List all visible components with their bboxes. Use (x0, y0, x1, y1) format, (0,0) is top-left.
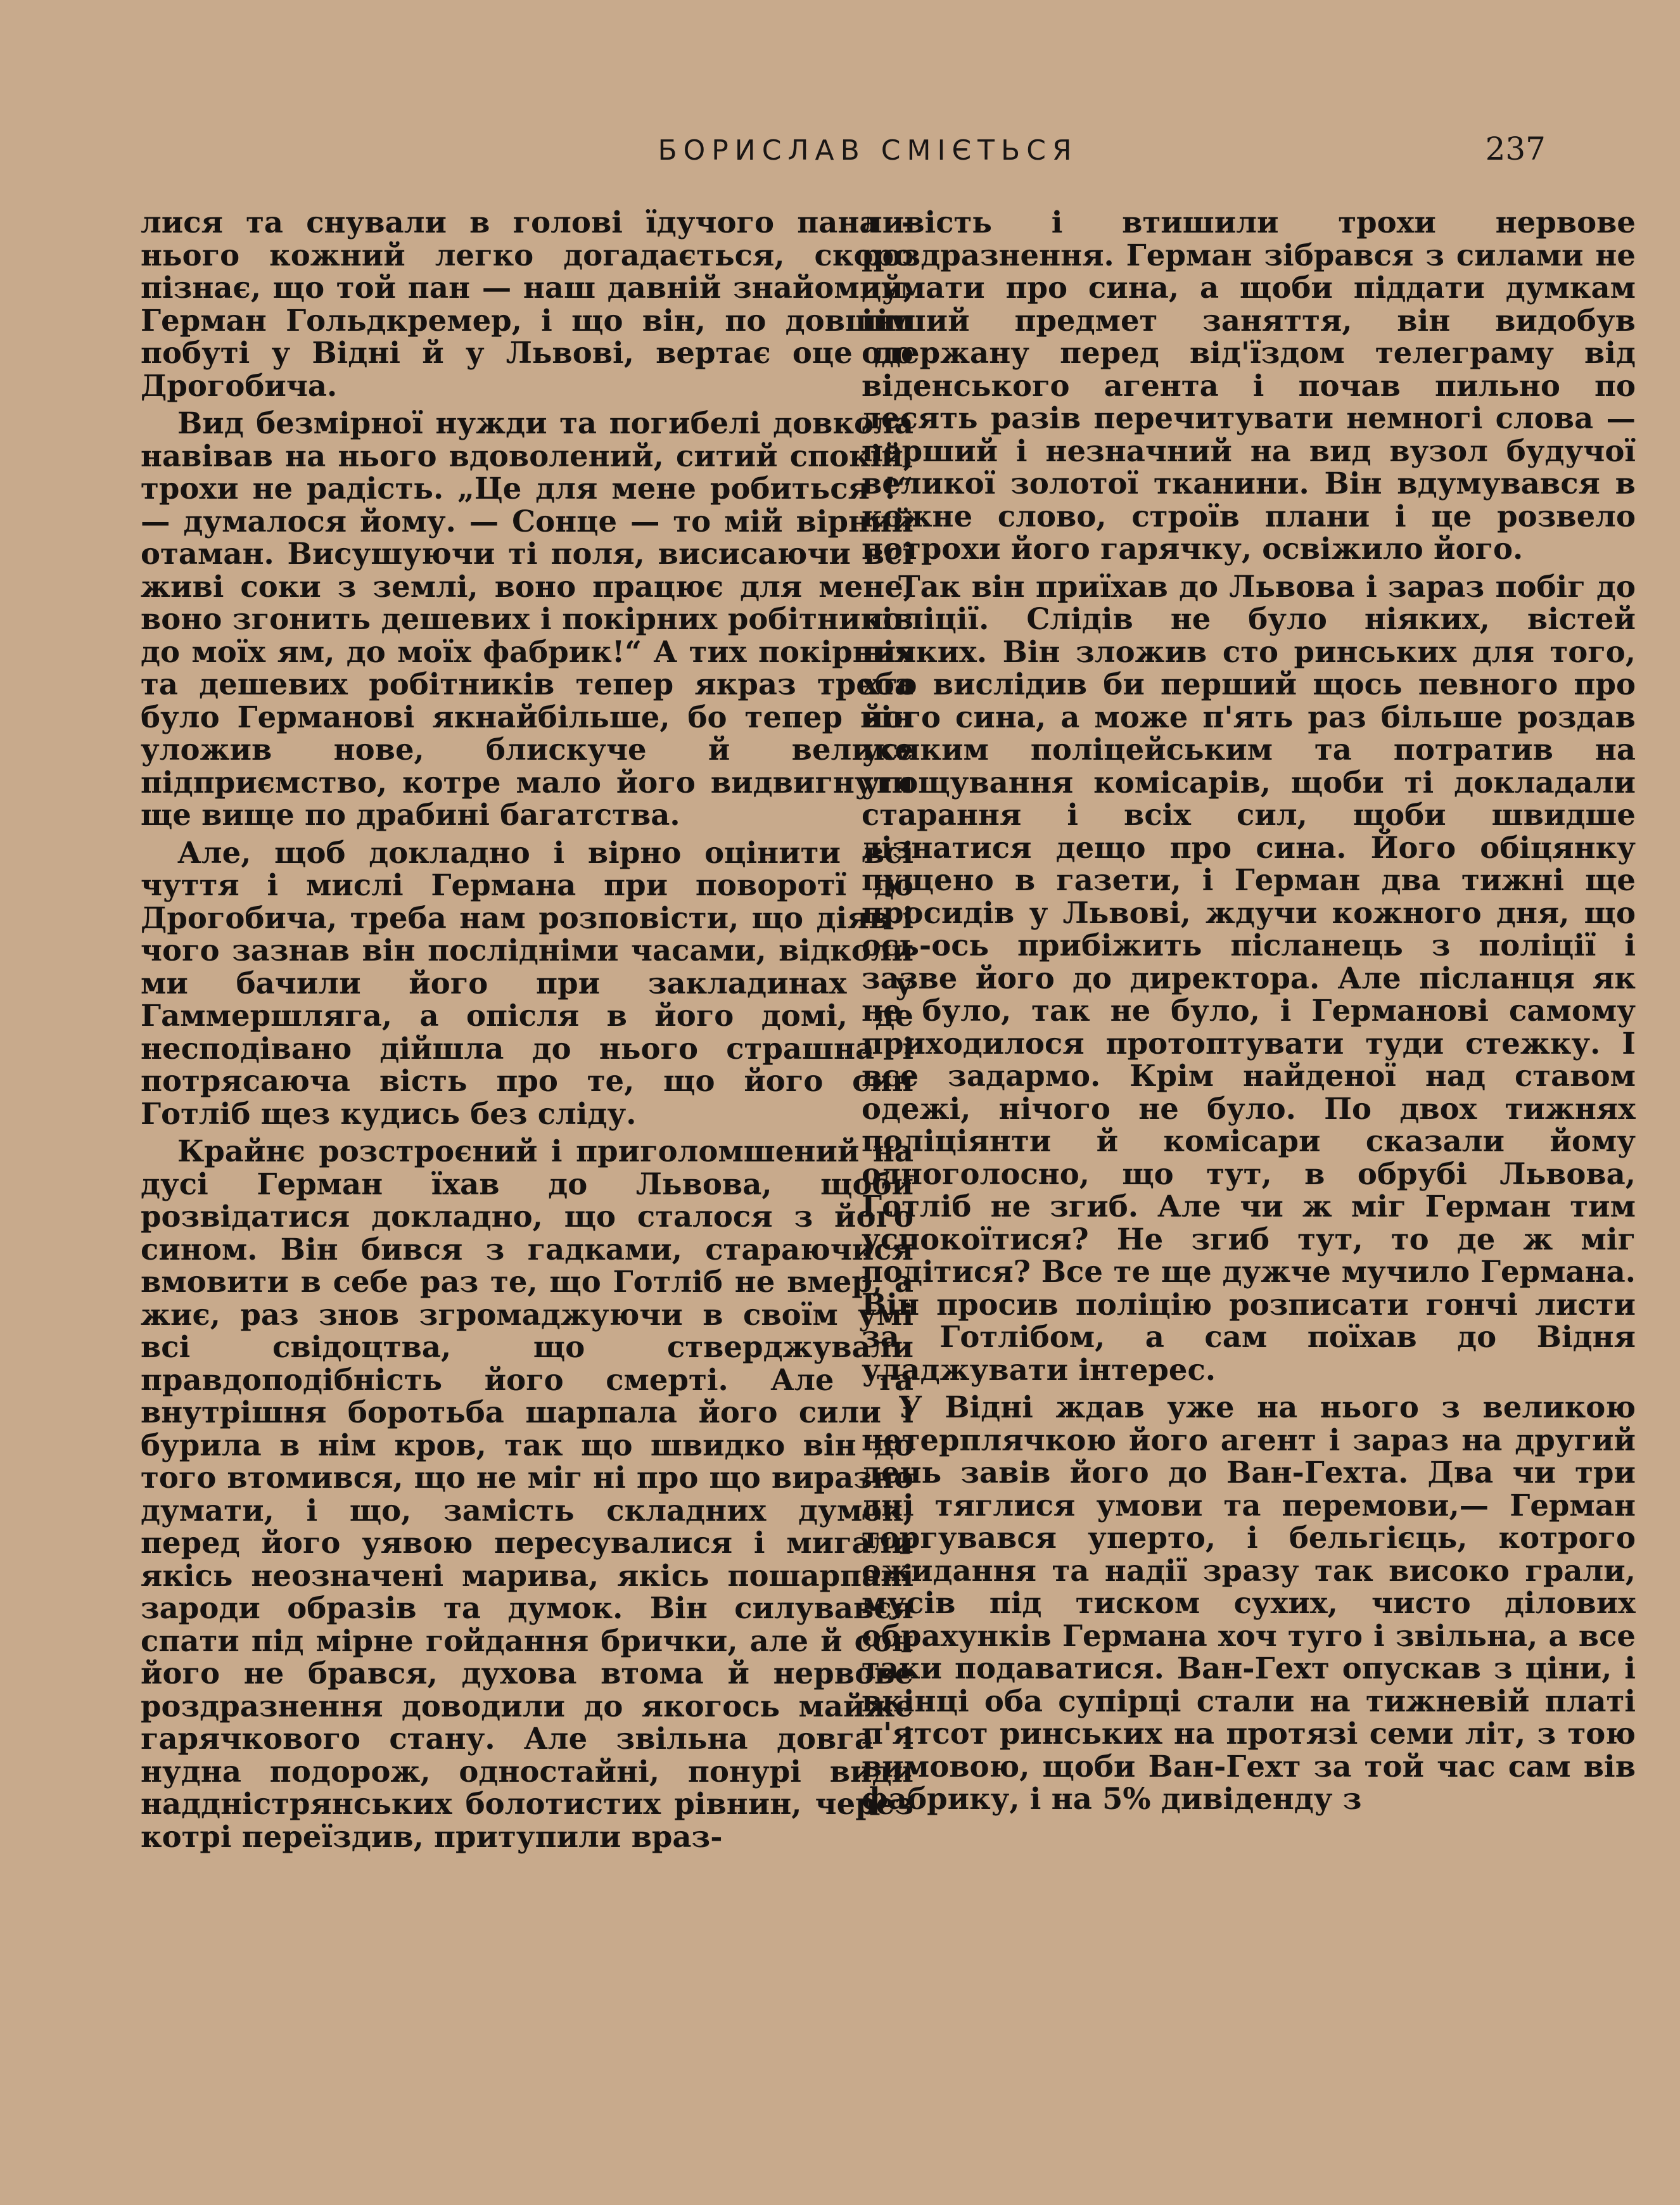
left-column (141, 206, 913, 2157)
paragraph: ливість і втишили трохи нервове роздразнення. Герман зібрався з силами не думати про сина, а щоби піддати думкам інший предмет заняття, він видобув одержану перед від'їздом телеграму від віденського агента і почав пильно по десять разів перечитувати немногі слова — перший і незначний на вид вузол будучої великої золотої тканини. Він вдумувався в кожне слово, строїв плани і це розвело потрохи його гарячку, освіжило його. (862, 206, 1636, 566)
paragraph: Крайнє розстроєний і приголомшений на дусі Герман їхав до Львова, щоби розвідатися докладно, що сталося з його сином. Він бився з гадками, стараючися вмовити в себе раз те, що Готліб не вмер, а жиє, раз знов згромаджуючи в своїм умі всі свідоцтва, що стверджували правдоподібність його смерті. Але та внутрішня боротьба шарпала його сили і бурила в нім кров, так що швидко він до того втомився, що не міг ні про що виразно думати, і що, замість складних думок, перед його уявою пересувалися і мигали якісь неозначені марива, якісь пошарпані зароди образів та думок. Він силувався спати під мірне гойдання брички, але й сон його не брався, духова втома й нервове роздразнення доводили до якогось майже гарячкового стану. Але звільна довга і нудна подорож, одностайні, понурі види наддністрянських болотистих рівнин, через котрі переїздив, притупили враз- (141, 1134, 913, 1854)
page-number: 237 (1485, 131, 1546, 167)
running-title: БОРИСЛАВ СМІЄТЬСЯ (658, 134, 1078, 167)
paragraph: Але, щоб докладно і вірно оцінити всі чуття і мислі Германа при поворотї до Дрогобича, треба нам розповісти, що діяв і чого зазнав він послідніми часами, відколи ми бачили його при закладинах у Гаммершляга, а опісля в його домі, де несподівано дійшла до нього страшна і потрясаюча вість про те, що його син Готліб щез кудись без сліду. (141, 834, 913, 1131)
paragraph: Вид безмірної нужди та погибелі довкола навівав на нього вдоволений, ситий спокій, трохи не радість. „Це для мене робиться !“ — думалося йому. — Сонце — то мій вірний отаман. Висушуючи ті поля, висисаючи всі живі соки з землі, воно працює для мене, воно згонить дешевих і покірних робітників до моїх ям, до моїх фабрик!“ А тих покірних та дешевих робітників тепер якраз треба було Германові якнайбільше, бо тепер він уложив нове, блискуче й велике підприємство, котре мало його видвигнути ще вище по драбині багатства. (141, 406, 913, 832)
right-column (862, 206, 1636, 2157)
paragraph: У Відні ждав уже на нього з великою нетерплячкою його агент і зараз на другий день завів його до Ван-Гехта. Два чи три дні тяглися умови та перемови,— Герман торгувався уперто, і бельгієць, котрого ожидання та надії зразу так високо грали, мусів під тиском сухих, чисто ділових обрахунків Германа хоч туго і звільна, а все таки подаватися. Ван-Гехт опускав з ціни, і вкінці оба супірці стали на тижневій платі п'ятсот ринських на протязі семи літ, з тою вимовою, щоби Ван-Гехт за той час сам вів фабрику, і на 5% дивіденду з (862, 1390, 1636, 1816)
paragraph: лися та снували в голові їдучого пана - нього кожний легко догадається, скоро пізнає, що той пан — наш давній знайомий, Герман Гольдкремер, і що він, по довшім побуті у Відні й у Львові, вертає оце до Дрогобича. (141, 206, 913, 403)
paragraph: Так він приїхав до Львова і зараз побіг до поліції. Слідів не було ніяких, вістей ніяких. Він зложив сто ринських для того, хто вислідив би перший щось певного про його сина, а може п'ять раз більше роздав усяким поліцейським та потратив на угощування комісарів, щоби ті докладали старання і всіх сил, щоби швидше дізнатися дещо про сина. Його обіцянку пущено в газети, і Герман два тижні ще просидів у Львові, ждучи кожного дня, що ось-ось прибіжить післанець з поліції і зазве його до директора. Але післанця як не було, так не було, і Германові самому приходилося протоптувати туди стежку. І все задармо. Крім найденої над ставом одежі, нічого не було. По двох тижнях поліціянти й комісари сказали йому одноголосно, що тут, в обрубі Львова, Готліб не згиб. Але чи ж міг Герман тим успокоїтися? Не згиб тут, то де ж міг подітися? Все те ще дужче мучило Германа. Він просив поліцію розписати гончі листи за Готлібом, а сам поїхав до Відня уладжувати інтерес. (862, 568, 1636, 1387)
